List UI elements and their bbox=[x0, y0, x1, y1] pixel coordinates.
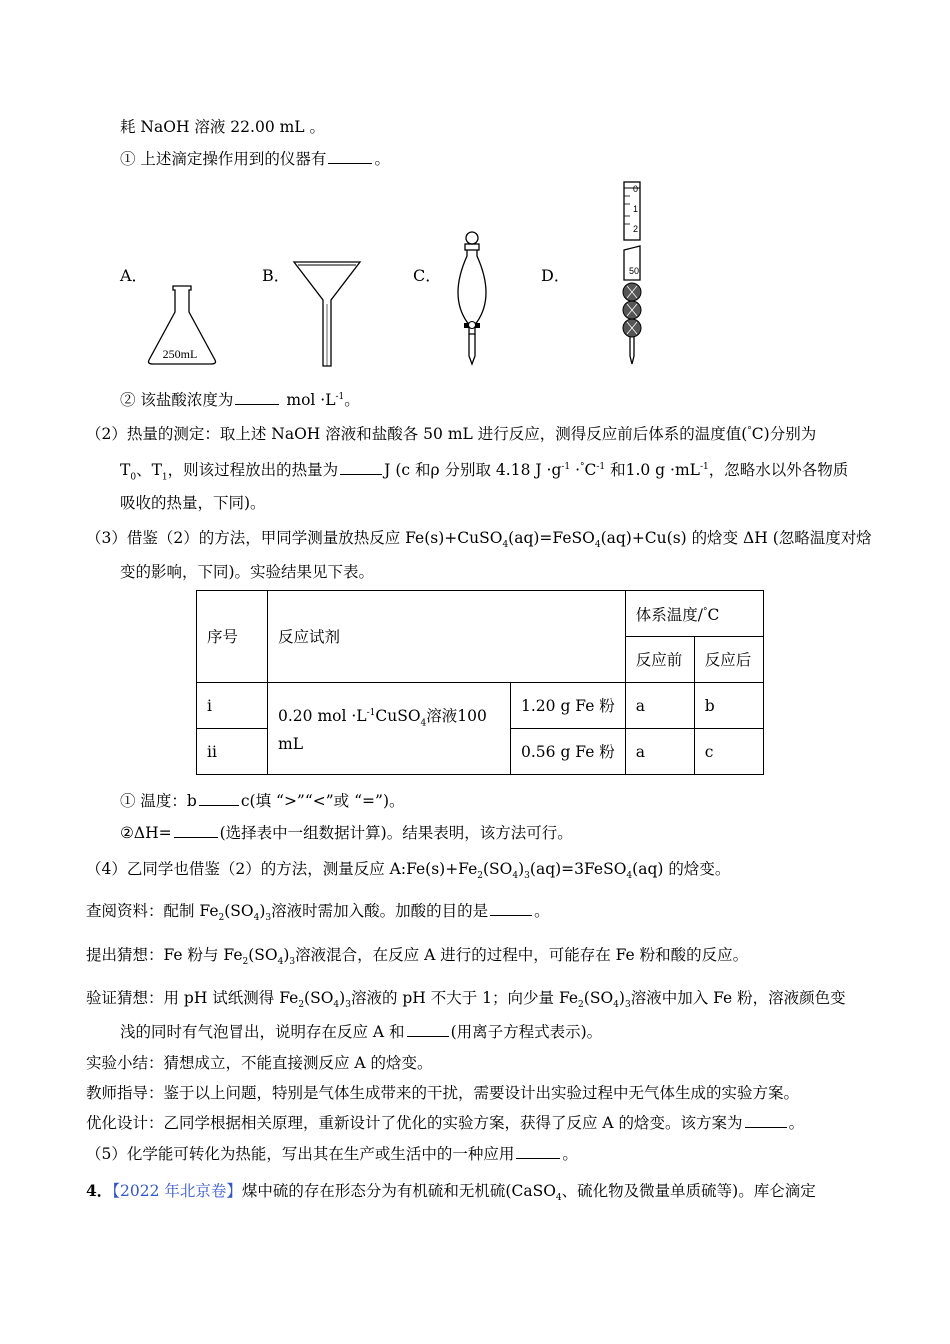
sub: 3 bbox=[265, 913, 272, 924]
answer-blank[interactable] bbox=[490, 901, 532, 916]
sub: 2 bbox=[477, 871, 483, 882]
verify-hypothesis-cont bbox=[120, 1021, 602, 1043]
option-d-label[interactable]: D． bbox=[541, 266, 570, 285]
sub: 4 bbox=[253, 913, 260, 924]
sub: 4 bbox=[594, 540, 601, 551]
answer-blank[interactable] bbox=[328, 149, 372, 164]
header-before: 反应前 bbox=[625, 637, 694, 683]
option-b-label[interactable]: B． bbox=[262, 266, 290, 285]
text: 0.20 mol ·L bbox=[278, 707, 367, 726]
option-c-label[interactable]: C． bbox=[413, 266, 442, 285]
question-5 bbox=[86, 1143, 578, 1165]
text: 验证猜想：用 pH 试纸测得 Fe bbox=[86, 989, 299, 1007]
text: 溶液的 pH 不大于 1；向少量 Fe bbox=[350, 989, 579, 1007]
text: (SO bbox=[583, 989, 614, 1007]
text: 体系温度/ bbox=[635, 606, 704, 625]
text: ② 该盐酸浓度为 bbox=[120, 391, 234, 410]
sup: ° bbox=[703, 606, 708, 617]
text: C bbox=[707, 606, 720, 625]
text: 优化设计：乙同学根据相关原理，重新设计了优化的实验方案，获得了反应 A 的焓变。该方案为 bbox=[86, 1114, 743, 1132]
text: (aq)=FeSO bbox=[508, 529, 595, 547]
text: (SO bbox=[248, 946, 278, 964]
cell-fe: 0.56 g Fe 粉 bbox=[511, 729, 626, 775]
answer-blank[interactable] bbox=[745, 1113, 787, 1128]
lookup-info bbox=[86, 900, 550, 929]
text: ，忽略水以外各物质 bbox=[708, 461, 849, 480]
text-line-1 bbox=[120, 116, 325, 138]
text: 查阅资料：配制 Fe bbox=[86, 902, 219, 920]
header-reagent: 反应试剂 bbox=[268, 591, 626, 683]
text: ) bbox=[339, 989, 346, 1007]
text: （5）化学能可转化为热能，写出其在生产或生活中的一种应用 bbox=[86, 1145, 515, 1163]
cell-after: c bbox=[694, 729, 763, 775]
text: 浅的同时有气泡冒出，说明存在反应 A 和 bbox=[120, 1023, 405, 1041]
question-number: 4． bbox=[86, 1181, 113, 1200]
sub: 0 bbox=[130, 472, 137, 483]
burette-tick-0: 0 bbox=[633, 184, 639, 194]
text: 煤中硫的存在形态分为有机硫和无机硫(CaSO bbox=[241, 1182, 556, 1200]
text: C bbox=[584, 461, 597, 480]
text: （4）乙同学也借鉴（2）的方法，测量反应 A:Fe(s)+Fe bbox=[86, 860, 478, 878]
text: ，则该过程放出的热量为 bbox=[167, 461, 339, 480]
text: 吸收的热量，下同)。 bbox=[120, 494, 266, 512]
experiment-table bbox=[196, 590, 764, 775]
text: ) bbox=[618, 989, 625, 1007]
verify-hypothesis bbox=[86, 987, 846, 1016]
text: ) bbox=[518, 860, 525, 878]
cell-fe: 1.20 g Fe 粉 bbox=[511, 683, 626, 729]
header-index: 序号 bbox=[197, 591, 268, 683]
text: 。 bbox=[788, 1114, 805, 1132]
text: 。 bbox=[344, 391, 360, 410]
answer-blank[interactable] bbox=[235, 390, 279, 405]
question-3-intro-cont bbox=[120, 561, 374, 583]
table-row bbox=[197, 683, 764, 729]
question-3-intro bbox=[86, 527, 872, 556]
summary bbox=[86, 1052, 433, 1074]
burette-tick-2: 2 bbox=[633, 224, 639, 234]
sup: ° bbox=[580, 462, 585, 472]
sup: ° bbox=[747, 426, 752, 436]
answer-blank[interactable] bbox=[516, 1144, 560, 1159]
cell-after: b bbox=[694, 683, 763, 729]
text: (aq)+Cu(s) 的焓变 ΔH (忽略温度对焓 bbox=[600, 529, 872, 547]
text: （2）热量的测定：取上述 NaOH 溶液和盐酸各 50 mL 进行反应，测得反应前后体系的温度值( bbox=[86, 425, 748, 444]
text: 耗 NaOH 溶液 22.00 mL 。 bbox=[120, 118, 326, 136]
answer-blank[interactable] bbox=[407, 1022, 449, 1037]
text: ① 温度：b bbox=[120, 792, 197, 810]
sup: -1 bbox=[561, 462, 571, 472]
sub: 4 bbox=[502, 540, 509, 551]
sup: -1 bbox=[366, 708, 376, 719]
text: 和1.0 g ·mL bbox=[605, 461, 700, 480]
text: (选择表中一组数据计算)。结果表明，该方法可行。 bbox=[219, 824, 573, 842]
sub: 4 bbox=[277, 957, 284, 968]
option-a-label[interactable]: A． bbox=[120, 266, 148, 285]
question-temperature bbox=[120, 790, 405, 812]
cell-before: a bbox=[625, 729, 694, 775]
answer-blank[interactable] bbox=[340, 460, 382, 475]
sup: -1 bbox=[699, 462, 709, 472]
text: 、硫化物及微量单质硫等)。库仑滴定 bbox=[561, 1182, 816, 1200]
sub: 4 bbox=[626, 871, 633, 882]
flask-volume-label: 250mL bbox=[162, 347, 198, 361]
funnel-icon bbox=[292, 260, 362, 370]
text: C)分别为 bbox=[751, 425, 817, 444]
text: ②ΔH= bbox=[120, 824, 172, 842]
sub: 2 bbox=[242, 957, 249, 968]
question-4-intro bbox=[86, 858, 730, 887]
question-concentration bbox=[120, 386, 360, 411]
burette-tick-1: 1 bbox=[633, 204, 639, 214]
question-2-heat bbox=[86, 420, 816, 445]
text: 实验小结：猜想成立，不能直接测反应 A 的焓变。 bbox=[86, 1054, 433, 1072]
text: ① 上述滴定操作用到的仪器有 bbox=[120, 150, 327, 168]
text: 。 bbox=[374, 150, 390, 168]
sub: 3 bbox=[345, 1000, 351, 1011]
cell-reagent bbox=[268, 683, 511, 775]
text: ) bbox=[283, 946, 290, 964]
text: · bbox=[570, 461, 581, 480]
cell-index: i bbox=[197, 683, 268, 729]
text: (aq)=3FeSO bbox=[529, 860, 627, 878]
text: 变的影响，下同)。实验结果见下表。 bbox=[120, 563, 375, 581]
answer-blank[interactable] bbox=[199, 791, 239, 806]
text: 溶液中加入 Fe 粉，溶液颜色变 bbox=[630, 989, 846, 1007]
text: (用离子方程式表示)。 bbox=[450, 1023, 603, 1041]
sup: -1 bbox=[335, 392, 345, 402]
text: (SO bbox=[483, 860, 513, 878]
cell-index: ii bbox=[197, 729, 268, 775]
sub: 4 bbox=[420, 718, 427, 729]
question-enthalpy bbox=[120, 822, 573, 844]
header-temp bbox=[625, 591, 763, 637]
text: T bbox=[120, 461, 131, 480]
sub: 4 bbox=[613, 1000, 619, 1011]
sup: -1 bbox=[596, 462, 606, 472]
burette-tick-50: 50 bbox=[629, 266, 640, 276]
text: 提出猜想：Fe 粉与 Fe bbox=[86, 946, 243, 964]
text: (aq) 的焓变。 bbox=[632, 860, 731, 878]
text: J (c 和ρ 分别取 4.18 J ·g bbox=[384, 461, 562, 480]
sub: 4 bbox=[555, 1193, 562, 1204]
table-row bbox=[197, 591, 764, 637]
sub: 2 bbox=[218, 913, 225, 924]
text: ) bbox=[259, 902, 266, 920]
sub: 4 bbox=[512, 871, 519, 882]
text: 教师指导：鉴于以上问题，特别是气体生成带来的干扰，需要设计出实验过程中无气体生成的实验方案。 bbox=[86, 1084, 800, 1102]
text: 溶液混合，在反应 A 进行的过程中，可能存在 Fe 粉和酸的反应。 bbox=[295, 946, 749, 964]
text: 、T bbox=[136, 461, 162, 480]
sub: 2 bbox=[298, 1000, 305, 1011]
text: c(填 “>”“<”或 “=”)。 bbox=[240, 792, 405, 810]
question-2-heat-cont bbox=[120, 456, 848, 488]
text: （3）借鉴（2）的方法，甲同学测量放热反应 Fe(s)+CuSO bbox=[86, 529, 503, 547]
source-tag[interactable]: 【2022 年北京卷】 bbox=[112, 1182, 242, 1200]
header-after: 反应后 bbox=[694, 637, 763, 683]
text: CuSO bbox=[375, 707, 421, 726]
text: (SO bbox=[224, 902, 254, 920]
sub: 4 bbox=[333, 1000, 340, 1011]
text: 。 bbox=[534, 902, 550, 920]
burette-icon bbox=[614, 180, 654, 368]
text: 。 bbox=[562, 1145, 578, 1163]
sub: 2 bbox=[578, 1000, 584, 1011]
answer-blank[interactable] bbox=[174, 823, 218, 838]
text: (SO bbox=[304, 989, 334, 1007]
sub: 3 bbox=[289, 957, 296, 968]
text: 溶液时需加入酸。加酸的目的是 bbox=[271, 902, 489, 920]
sub: 1 bbox=[161, 472, 168, 483]
sub: 3 bbox=[524, 871, 530, 882]
hypothesis bbox=[86, 944, 748, 973]
teacher-guidance bbox=[86, 1082, 799, 1104]
cell-before: a bbox=[625, 683, 694, 729]
text: 溶液100 mL bbox=[278, 707, 487, 753]
question-2-heat-end bbox=[120, 492, 266, 514]
text: mol ·L bbox=[286, 391, 336, 410]
erlenmeyer-flask-icon bbox=[145, 284, 225, 368]
separatory-funnel-icon bbox=[447, 226, 497, 368]
question-instruments bbox=[120, 148, 390, 170]
optimized-design bbox=[86, 1112, 804, 1134]
question-4-heading bbox=[86, 1180, 816, 1209]
sub: 3 bbox=[624, 1000, 631, 1011]
